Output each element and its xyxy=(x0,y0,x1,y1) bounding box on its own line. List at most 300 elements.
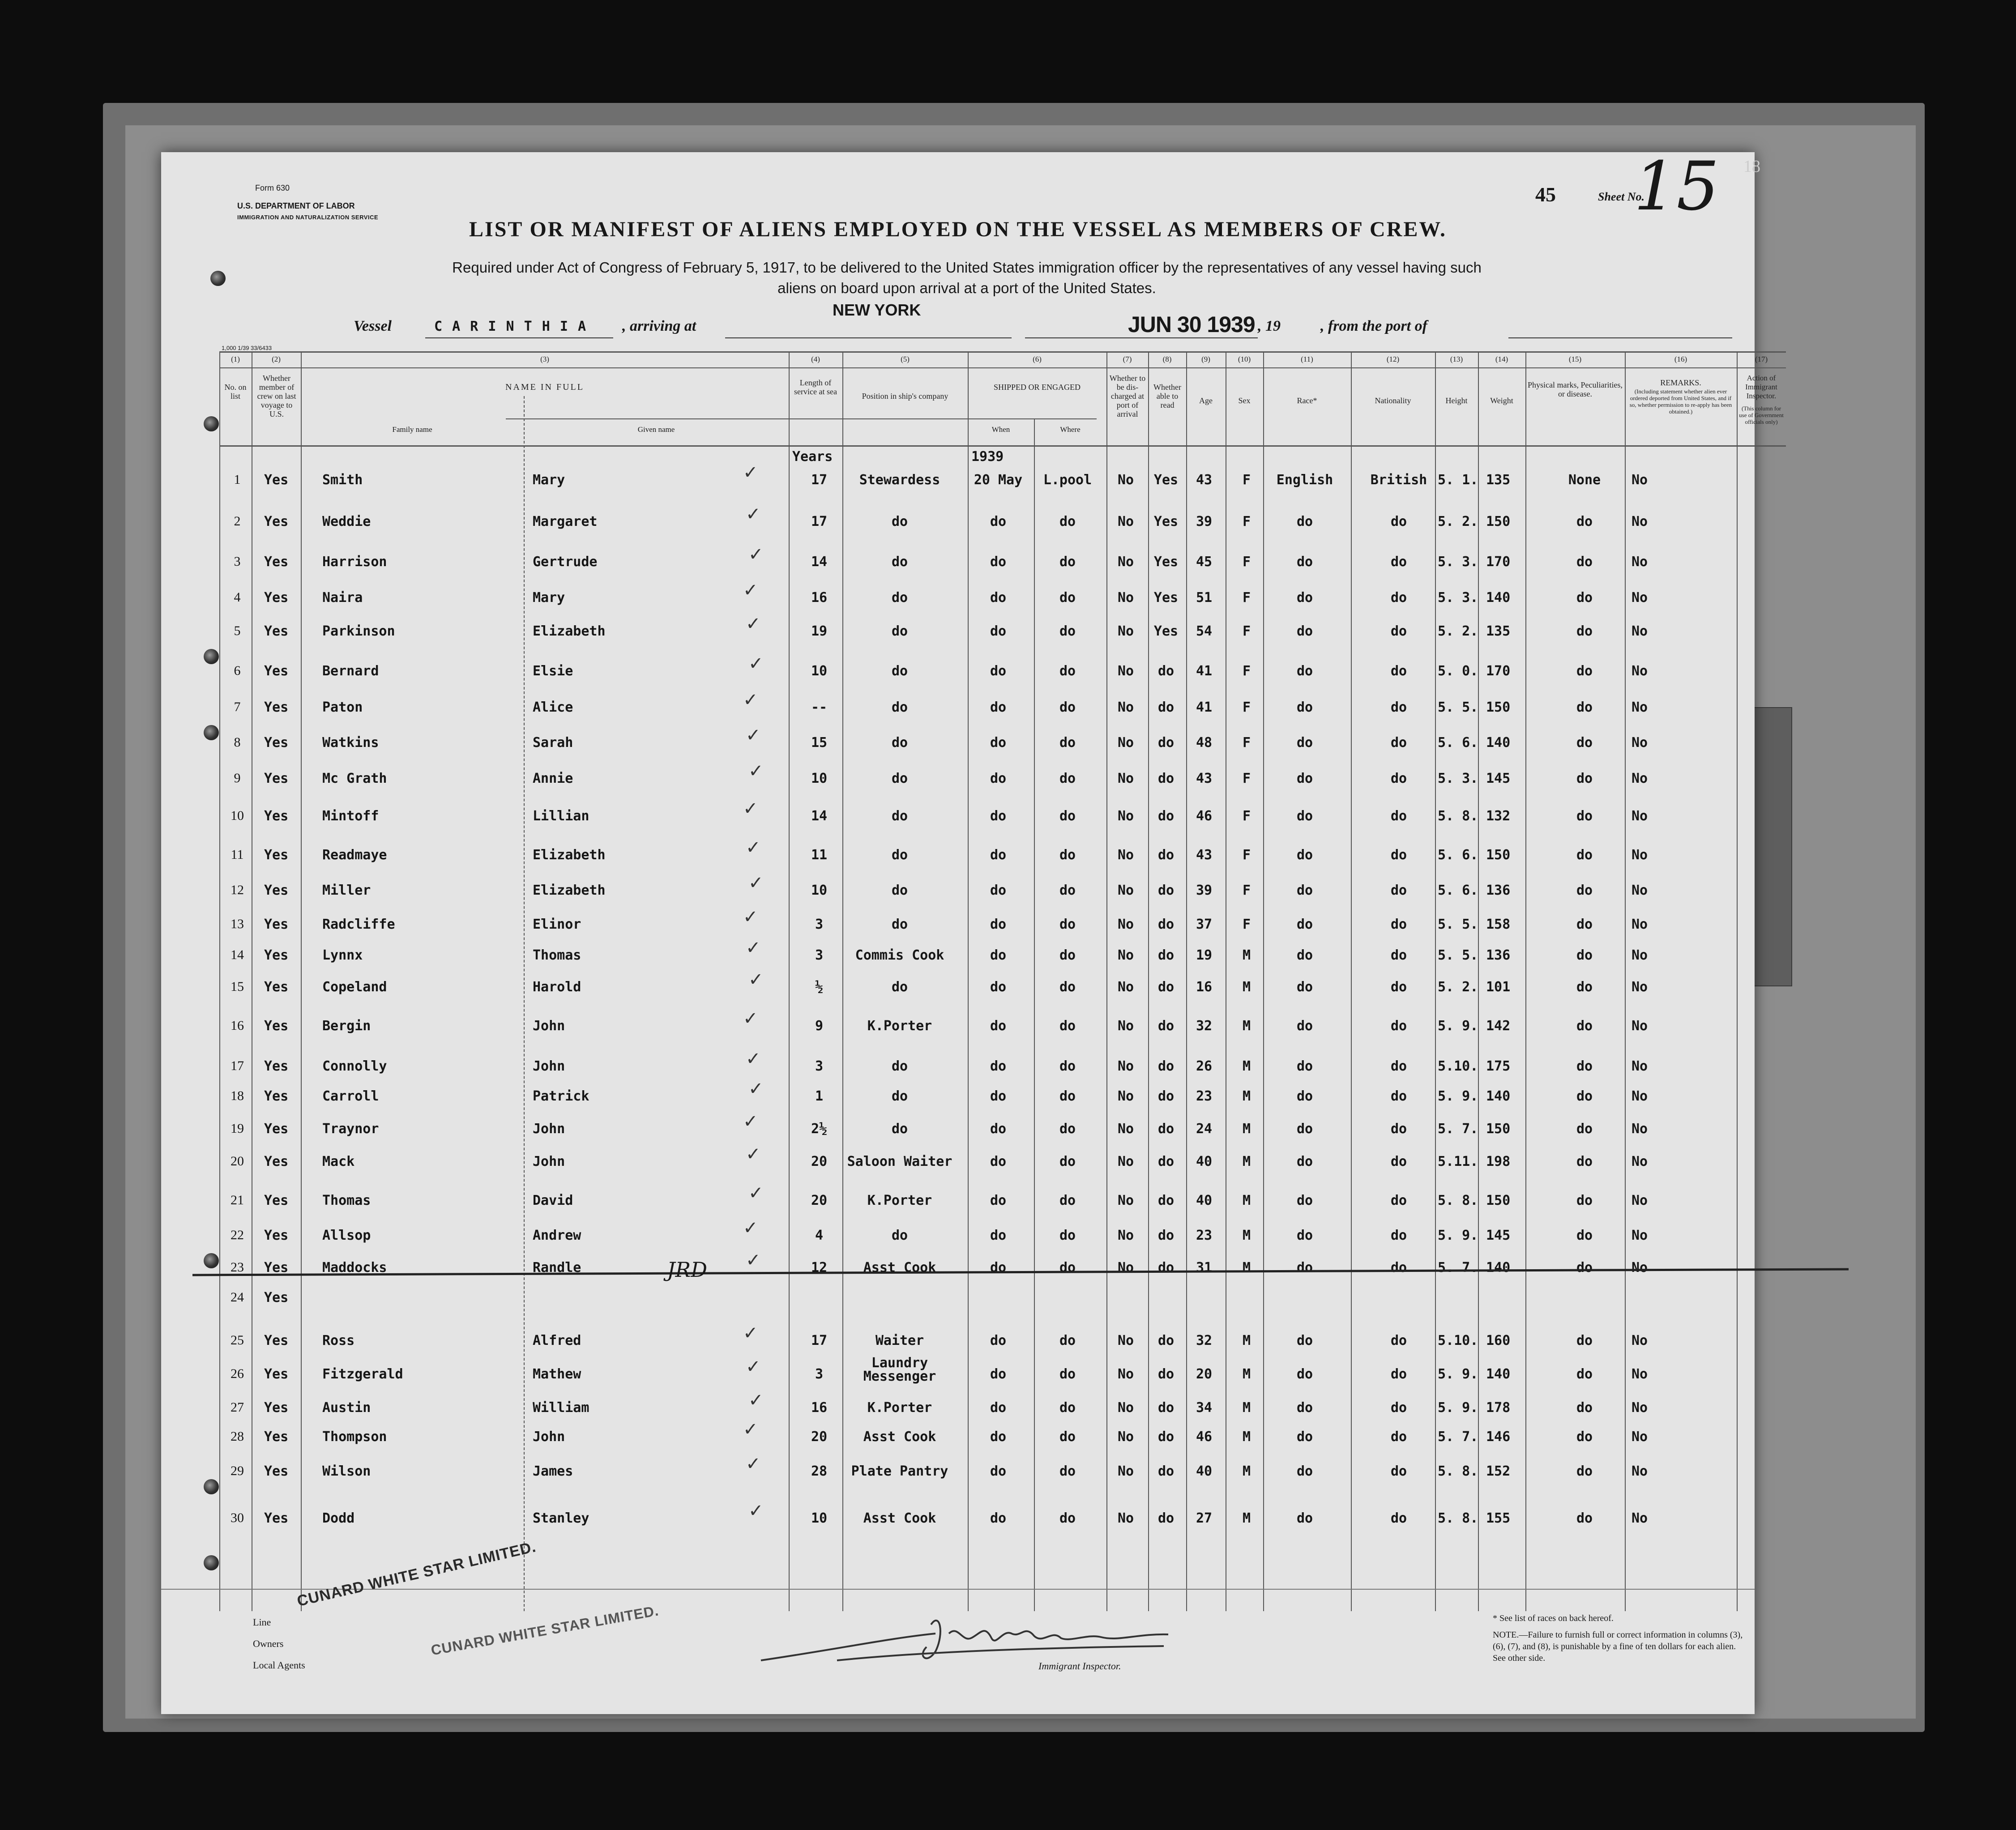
given-name-cell: Annie xyxy=(533,771,573,786)
row-number-cell: 12 xyxy=(231,883,244,897)
physical-marks-cell: do xyxy=(1576,1333,1593,1348)
service-length-cell: -- xyxy=(811,700,828,715)
given-name-cell: Alice xyxy=(533,700,573,715)
discharged-cell: No xyxy=(1117,1260,1134,1275)
family-name-cell: Watkins xyxy=(322,735,379,751)
remarks-cell: No xyxy=(1632,979,1648,995)
inspector-label: Immigrant Inspector. xyxy=(1038,1660,1121,1672)
weight-cell: 140 xyxy=(1486,1366,1511,1382)
race-cell: do xyxy=(1296,1429,1313,1445)
row-number-cell: 24 xyxy=(231,1290,244,1305)
shipped-where-cell: do xyxy=(1059,1088,1076,1104)
last-voyage-cell: Yes xyxy=(264,472,289,488)
nationality-cell: do xyxy=(1390,514,1407,529)
family-name-cell: Dodd xyxy=(322,1510,355,1526)
age-cell: 41 xyxy=(1196,663,1213,679)
able-to-read-cell: do xyxy=(1157,1193,1175,1208)
discharged-cell: No xyxy=(1117,917,1134,932)
row-number-cell: 7 xyxy=(234,700,241,714)
discharged-cell: No xyxy=(1117,590,1134,606)
service-length-cell: 4 xyxy=(815,1228,824,1243)
from-port-label: , from the port of xyxy=(1320,318,1427,334)
able-to-read-cell: do xyxy=(1157,1121,1175,1137)
col-1-num: (1) xyxy=(231,355,240,363)
discharged-cell: No xyxy=(1117,771,1134,786)
col-9-header: Age xyxy=(1199,396,1213,405)
shipped-where-cell: do xyxy=(1059,917,1076,932)
able-to-read-cell: do xyxy=(1157,1088,1175,1104)
remarks-cell: No xyxy=(1632,1228,1648,1243)
table-row xyxy=(219,1144,1786,1181)
family-name-cell: Bergin xyxy=(322,1018,371,1034)
company-stamp-1: CUNARD WHITE STAR LIMITED. xyxy=(295,1538,538,1610)
col-8-num: (8) xyxy=(1162,355,1172,363)
table-row xyxy=(219,1454,1786,1490)
last-voyage-cell: Yes xyxy=(264,1088,289,1104)
table-row xyxy=(219,1501,1786,1537)
family-name-cell: Wilson xyxy=(322,1463,371,1479)
service-length-cell: 16 xyxy=(811,1400,828,1416)
table-row xyxy=(219,690,1786,726)
family-name-cell: Miller xyxy=(322,883,371,898)
col-16-num: (16) xyxy=(1674,355,1687,363)
race-cell: do xyxy=(1296,554,1313,570)
punch-hole-icon xyxy=(204,725,219,740)
family-name-cell: Carroll xyxy=(322,1088,379,1104)
age-cell: 26 xyxy=(1196,1058,1213,1074)
shipped-when-cell: do xyxy=(990,1366,1007,1382)
given-name-cell: Elinor xyxy=(533,917,581,932)
age-cell: 27 xyxy=(1196,1510,1213,1526)
shipped-where-cell: do xyxy=(1059,847,1076,863)
form-number: Form 630 xyxy=(255,183,290,192)
subtitle-line-1: Required under Act of Congress of February 5, 1917, to be delivered to the United States immigration officer by the representatives of any vessel having such xyxy=(452,259,1482,276)
nationality-cell: do xyxy=(1390,1228,1407,1243)
height-cell: 5. 6. xyxy=(1438,883,1478,898)
family-name-cell: Ross xyxy=(322,1333,355,1348)
last-voyage-cell: Yes xyxy=(264,735,289,751)
able-to-read-cell: do xyxy=(1157,1463,1175,1479)
race-cell: do xyxy=(1296,847,1313,863)
last-voyage-cell: Yes xyxy=(264,554,289,570)
remarks-cell: No xyxy=(1632,514,1648,529)
punch-hole-icon xyxy=(204,1479,219,1494)
row-number-cell: 6 xyxy=(234,663,241,678)
position-cell: do xyxy=(891,1228,908,1243)
height-cell: 5. 5. xyxy=(1438,947,1478,963)
age-cell: 40 xyxy=(1196,1463,1213,1479)
nationality-cell: do xyxy=(1390,663,1407,679)
height-cell: 5. 2. xyxy=(1438,979,1478,995)
shipped-where-cell: do xyxy=(1059,979,1076,995)
service-length-cell: 10 xyxy=(811,883,828,898)
weight-cell: 145 xyxy=(1486,1228,1511,1243)
family-name-cell: Weddie xyxy=(322,514,371,529)
service-length-cell: 20 xyxy=(811,1429,828,1445)
given-name-cell: David xyxy=(533,1193,573,1208)
owners-label: Owners xyxy=(253,1638,284,1649)
position-cell: do xyxy=(891,979,908,995)
height-cell: 5. 9. xyxy=(1438,1018,1478,1034)
shipped-when-cell: do xyxy=(990,1121,1007,1137)
inspector-note: (This column for use of Government officials only) xyxy=(1739,405,1784,425)
sex-cell: F xyxy=(1242,771,1251,786)
able-to-read-cell: do xyxy=(1157,1429,1175,1445)
physical-marks-cell: do xyxy=(1576,771,1593,786)
shipped-where-cell: do xyxy=(1059,1228,1076,1243)
shipped-when-cell: do xyxy=(990,663,1007,679)
shipped-when-cell: do xyxy=(990,1260,1007,1275)
nationality-cell: do xyxy=(1390,590,1407,606)
service-length-cell: 14 xyxy=(811,554,828,570)
able-to-read-cell: Yes xyxy=(1153,514,1179,529)
col-8-header: Whether able to read xyxy=(1153,383,1181,410)
position-cell: do xyxy=(891,514,908,529)
given-name-cell: Lillian xyxy=(533,808,589,824)
physical-marks-cell: do xyxy=(1576,1260,1593,1275)
weight-cell: 145 xyxy=(1486,771,1511,786)
check-mark-icon: ✓ xyxy=(748,1390,764,1411)
discharged-cell: No xyxy=(1117,1154,1134,1169)
height-cell: 5. 7. xyxy=(1438,1429,1478,1445)
discharged-cell: No xyxy=(1117,1463,1134,1479)
physical-marks-cell: do xyxy=(1576,623,1593,639)
shipped-when-cell: do xyxy=(990,735,1007,751)
physical-marks-cell: do xyxy=(1576,700,1593,715)
shipped-when-cell: do xyxy=(990,1510,1007,1526)
physical-marks-cell: do xyxy=(1576,590,1593,606)
table-row xyxy=(219,544,1786,581)
weight-cell: 160 xyxy=(1486,1333,1511,1348)
height-cell: 5. 9. xyxy=(1438,1088,1478,1104)
physical-marks-cell: do xyxy=(1576,1154,1593,1169)
position-cell: Plate Pantry xyxy=(851,1463,948,1479)
weight-cell: 140 xyxy=(1486,590,1511,606)
sex-cell: M xyxy=(1242,1333,1251,1348)
nationality-cell: do xyxy=(1390,979,1407,995)
race-cell: do xyxy=(1296,1154,1313,1169)
table-row xyxy=(219,1183,1786,1220)
remarks-cell: No xyxy=(1632,1366,1648,1382)
service-length-cell: 10 xyxy=(811,1510,828,1526)
given-name-cell: Andrew xyxy=(533,1228,581,1243)
race-cell: do xyxy=(1296,700,1313,715)
punch-hole-icon xyxy=(204,649,219,664)
discharged-cell: No xyxy=(1117,1018,1134,1034)
given-name-cell: Patrick xyxy=(533,1088,589,1104)
sex-cell: M xyxy=(1242,1400,1251,1416)
age-cell: 54 xyxy=(1196,623,1213,639)
nationality-cell: do xyxy=(1390,1510,1407,1526)
physical-marks-cell: do xyxy=(1576,979,1593,995)
row-number-cell: 28 xyxy=(231,1429,244,1444)
height-cell: 5. 9. xyxy=(1438,1228,1478,1243)
col-5-num: (5) xyxy=(901,355,910,363)
family-name-cell: Lynnx xyxy=(322,947,363,963)
last-voyage-cell: Yes xyxy=(264,1018,289,1034)
position-cell: Stewardess xyxy=(859,472,940,488)
punch-hole-icon xyxy=(204,1555,219,1570)
age-cell: 39 xyxy=(1196,514,1213,529)
check-mark-icon: ✓ xyxy=(748,544,764,565)
shipped-when-cell: do xyxy=(990,590,1007,606)
able-to-read-cell: do xyxy=(1157,947,1175,963)
given-name-cell: James xyxy=(533,1463,573,1479)
weight-cell: 136 xyxy=(1486,883,1511,898)
age-cell: 46 xyxy=(1196,1429,1213,1445)
weight-cell: 146 xyxy=(1486,1429,1511,1445)
sex-cell: M xyxy=(1242,1121,1251,1137)
weight-cell: 132 xyxy=(1486,808,1511,824)
sex-cell: M xyxy=(1242,1228,1251,1243)
shipped-when-cell: do xyxy=(990,1429,1007,1445)
remarks-cell: No xyxy=(1632,1429,1648,1445)
remarks-cell: No xyxy=(1632,947,1648,963)
shipped-where-cell: do xyxy=(1059,700,1076,715)
age-cell: 23 xyxy=(1196,1088,1213,1104)
shipped-where-cell: do xyxy=(1059,663,1076,679)
height-cell: 5. 3. xyxy=(1438,771,1478,786)
position-cell: do xyxy=(891,735,908,751)
shipped-where-cell: do xyxy=(1059,771,1076,786)
family-name-cell: Parkinson xyxy=(322,623,395,639)
sex-cell: M xyxy=(1242,1088,1251,1104)
col-9-num: (9) xyxy=(1201,355,1210,363)
col-14-num: (14) xyxy=(1495,355,1508,363)
position-cell: do xyxy=(891,1058,908,1074)
physical-marks-cell: do xyxy=(1576,663,1593,679)
vessel-name: C A R I N T H I A xyxy=(434,319,587,334)
arrival-port: NEW YORK xyxy=(833,301,921,319)
sex-cell: M xyxy=(1242,947,1251,963)
shipped-where-cell: do xyxy=(1059,947,1076,963)
discharged-cell: No xyxy=(1117,883,1134,898)
physical-marks-cell: do xyxy=(1576,554,1593,570)
family-name-cell: Maddocks xyxy=(322,1260,387,1275)
discharged-cell: No xyxy=(1117,623,1134,639)
when-header: When xyxy=(991,425,1010,434)
check-mark-icon: ✓ xyxy=(743,1111,758,1132)
given-name-cell: John xyxy=(533,1429,565,1445)
form-code: 1,000 1/39 33/6433 xyxy=(222,345,272,351)
margin-mark: 18 xyxy=(1743,157,1760,176)
able-to-read-cell: do xyxy=(1157,1154,1175,1169)
height-cell: 5.11. xyxy=(1438,1154,1478,1169)
col-12-num: (12) xyxy=(1386,355,1400,363)
last-voyage-cell: Yes xyxy=(264,1290,289,1305)
last-voyage-cell: Yes xyxy=(264,1121,289,1137)
sex-cell: M xyxy=(1242,1510,1251,1526)
able-to-read-cell: do xyxy=(1157,979,1175,995)
family-name-cell: Smith xyxy=(322,472,363,488)
last-voyage-cell: Yes xyxy=(264,1154,289,1169)
service-length-cell: 14 xyxy=(811,808,828,824)
height-cell: 5. 6. xyxy=(1438,735,1478,751)
table-row xyxy=(219,653,1786,690)
remarks-cell: No xyxy=(1632,771,1648,786)
last-voyage-cell: Yes xyxy=(264,979,289,995)
given-name-cell: John xyxy=(533,1058,565,1074)
weight-cell: 140 xyxy=(1486,1088,1511,1104)
row-number-cell: 21 xyxy=(231,1193,244,1207)
check-mark-icon: ✓ xyxy=(748,761,764,781)
last-voyage-cell: Yes xyxy=(264,514,289,529)
sex-cell: M xyxy=(1242,1429,1251,1445)
physical-marks-cell: do xyxy=(1576,917,1593,932)
able-to-read-cell: Yes xyxy=(1153,472,1179,488)
arriving-label: , arriving at xyxy=(622,318,696,334)
family-name-cell: Austin xyxy=(322,1400,371,1416)
remarks-cell: No xyxy=(1632,554,1648,570)
col-4-num: (4) xyxy=(811,355,820,363)
row-number-cell: 11 xyxy=(231,847,244,862)
given-name-cell: Sarah xyxy=(533,735,573,751)
physical-marks-cell: do xyxy=(1576,847,1593,863)
table-row xyxy=(219,1419,1786,1456)
table-row xyxy=(219,504,1786,541)
shipped-where-cell: do xyxy=(1059,623,1076,639)
able-to-read-cell: do xyxy=(1157,1366,1175,1382)
weight-cell: 178 xyxy=(1486,1400,1511,1416)
position-cell: do xyxy=(891,623,908,639)
nationality-cell: do xyxy=(1390,735,1407,751)
discharged-cell: No xyxy=(1117,700,1134,715)
sex-cell: F xyxy=(1242,663,1251,679)
col-10-num: (10) xyxy=(1238,355,1251,363)
shipped-where-cell: do xyxy=(1059,1333,1076,1348)
check-mark-icon: ✓ xyxy=(746,1049,761,1069)
height-cell: 5. 5. xyxy=(1438,917,1478,932)
shipped-where-cell: do xyxy=(1059,1260,1076,1275)
race-note: * See list of races on back hereof. xyxy=(1493,1613,1614,1623)
position-cell: K.Porter xyxy=(867,1018,932,1034)
service-length-cell: 12 xyxy=(811,1260,828,1275)
sex-cell: M xyxy=(1242,1366,1251,1382)
discharged-cell: No xyxy=(1117,1400,1134,1416)
age-cell: 20 xyxy=(1196,1366,1213,1382)
page-title: LIST OR MANIFEST OF ALIENS EMPLOYED ON THE VESSEL AS MEMBERS OF CREW. xyxy=(469,218,1447,241)
local-agents-label: Local Agents xyxy=(253,1659,305,1671)
remarks-cell: No xyxy=(1632,1193,1648,1208)
age-cell: 51 xyxy=(1196,590,1213,606)
row-number-cell: 10 xyxy=(231,808,244,823)
col-2-num: (2) xyxy=(272,355,281,363)
service-name: IMMIGRATION AND NATURALIZATION SERVICE xyxy=(237,214,379,221)
check-mark-icon: ✓ xyxy=(743,1323,758,1344)
family-name-header: Family name xyxy=(392,425,432,434)
vessel-label: Vessel xyxy=(354,318,392,334)
given-name-cell: Mathew xyxy=(533,1366,581,1382)
position-cell: Laundry Messenger xyxy=(863,1355,936,1384)
able-to-read-cell: do xyxy=(1157,883,1175,898)
row-number-cell: 23 xyxy=(231,1260,244,1275)
shipped-when-cell: do xyxy=(990,623,1007,639)
last-voyage-cell: Yes xyxy=(264,1333,289,1348)
given-name-cell: John xyxy=(533,1018,565,1034)
table-row xyxy=(219,907,1786,943)
position-cell: Commis Cook xyxy=(855,947,944,963)
shipped-when-cell: do xyxy=(990,1088,1007,1104)
given-name-cell: Mary xyxy=(533,590,565,606)
weight-cell: 135 xyxy=(1486,623,1511,639)
check-mark-icon: ✓ xyxy=(743,580,758,601)
row-number-cell: 9 xyxy=(234,771,241,785)
penalty-note: NOTE.—Failure to furnish full or correct information in columns (3), (6), (7), and (8), is punishable by a fine of ten dollars for each alien. See other side. xyxy=(1493,1630,1743,1663)
row-number-cell: 8 xyxy=(234,735,241,750)
age-cell: 31 xyxy=(1196,1260,1213,1275)
given-name-cell: William xyxy=(533,1400,589,1416)
family-name-cell: Mack xyxy=(322,1154,355,1169)
table-row xyxy=(219,798,1786,835)
last-voyage-cell: Yes xyxy=(264,1193,289,1208)
nationality-cell: do xyxy=(1390,847,1407,863)
table-row xyxy=(219,938,1786,974)
sex-cell: F xyxy=(1242,883,1251,898)
shipped-where-cell: do xyxy=(1059,1121,1076,1137)
given-name-cell: John xyxy=(533,1121,565,1137)
age-cell: 23 xyxy=(1196,1228,1213,1243)
nationality-cell: do xyxy=(1390,1366,1407,1382)
physical-marks-cell: do xyxy=(1576,1366,1593,1382)
service-length-cell: 20 xyxy=(811,1154,828,1169)
nationality-cell: do xyxy=(1390,1154,1407,1169)
race-cell: do xyxy=(1296,590,1313,606)
col-15-header: Physical marks, Peculiarities, or disease. xyxy=(1528,380,1623,398)
col-5-header: Position in ship's company xyxy=(862,392,948,401)
age-cell: 19 xyxy=(1196,947,1213,963)
family-name-cell: Radcliffe xyxy=(322,917,395,932)
position-cell: do xyxy=(891,847,908,863)
row-number-cell: 5 xyxy=(234,623,241,638)
discharged-cell: No xyxy=(1117,735,1134,751)
year-label: , 19 xyxy=(1258,318,1281,334)
race-cell: do xyxy=(1296,1333,1313,1348)
shipped-when-cell: do xyxy=(990,1400,1007,1416)
sex-cell: F xyxy=(1242,808,1251,824)
sex-cell: M xyxy=(1242,979,1251,995)
table-row xyxy=(219,1323,1786,1360)
service-length-cell: 1 xyxy=(815,1088,824,1104)
race-cell: do xyxy=(1296,1088,1313,1104)
height-cell: 5. 2. xyxy=(1438,514,1478,529)
physical-marks-cell: do xyxy=(1576,1018,1593,1034)
shipped-when-cell: do xyxy=(990,883,1007,898)
col-4-header: Length of service at sea xyxy=(794,378,837,396)
check-mark-icon: ✓ xyxy=(746,1144,761,1165)
last-voyage-cell: Yes xyxy=(264,917,289,932)
given-name-cell: Harold xyxy=(533,979,581,995)
age-cell: 45 xyxy=(1196,554,1213,570)
last-voyage-cell: Yes xyxy=(264,771,289,786)
height-cell: 5. 8. xyxy=(1438,808,1478,824)
able-to-read-cell: Yes xyxy=(1153,623,1179,639)
shipped-when-cell: do xyxy=(990,1154,1007,1169)
race-cell: do xyxy=(1296,979,1313,995)
table-row xyxy=(219,725,1786,762)
check-mark-icon: ✓ xyxy=(746,837,761,858)
check-mark-icon: ✓ xyxy=(748,1079,764,1099)
check-mark-icon: ✓ xyxy=(748,873,764,893)
col-11-num: (11) xyxy=(1301,355,1313,363)
remarks-cell: No xyxy=(1632,1333,1648,1348)
service-length-cell: 11 xyxy=(811,847,828,863)
position-cell: K.Porter xyxy=(867,1193,932,1208)
table-row xyxy=(219,761,1786,798)
check-mark-icon: ✓ xyxy=(743,1218,758,1238)
check-mark-icon: ✓ xyxy=(743,1008,758,1029)
sex-cell: M xyxy=(1242,1260,1251,1275)
able-to-read-cell: do xyxy=(1157,663,1175,679)
